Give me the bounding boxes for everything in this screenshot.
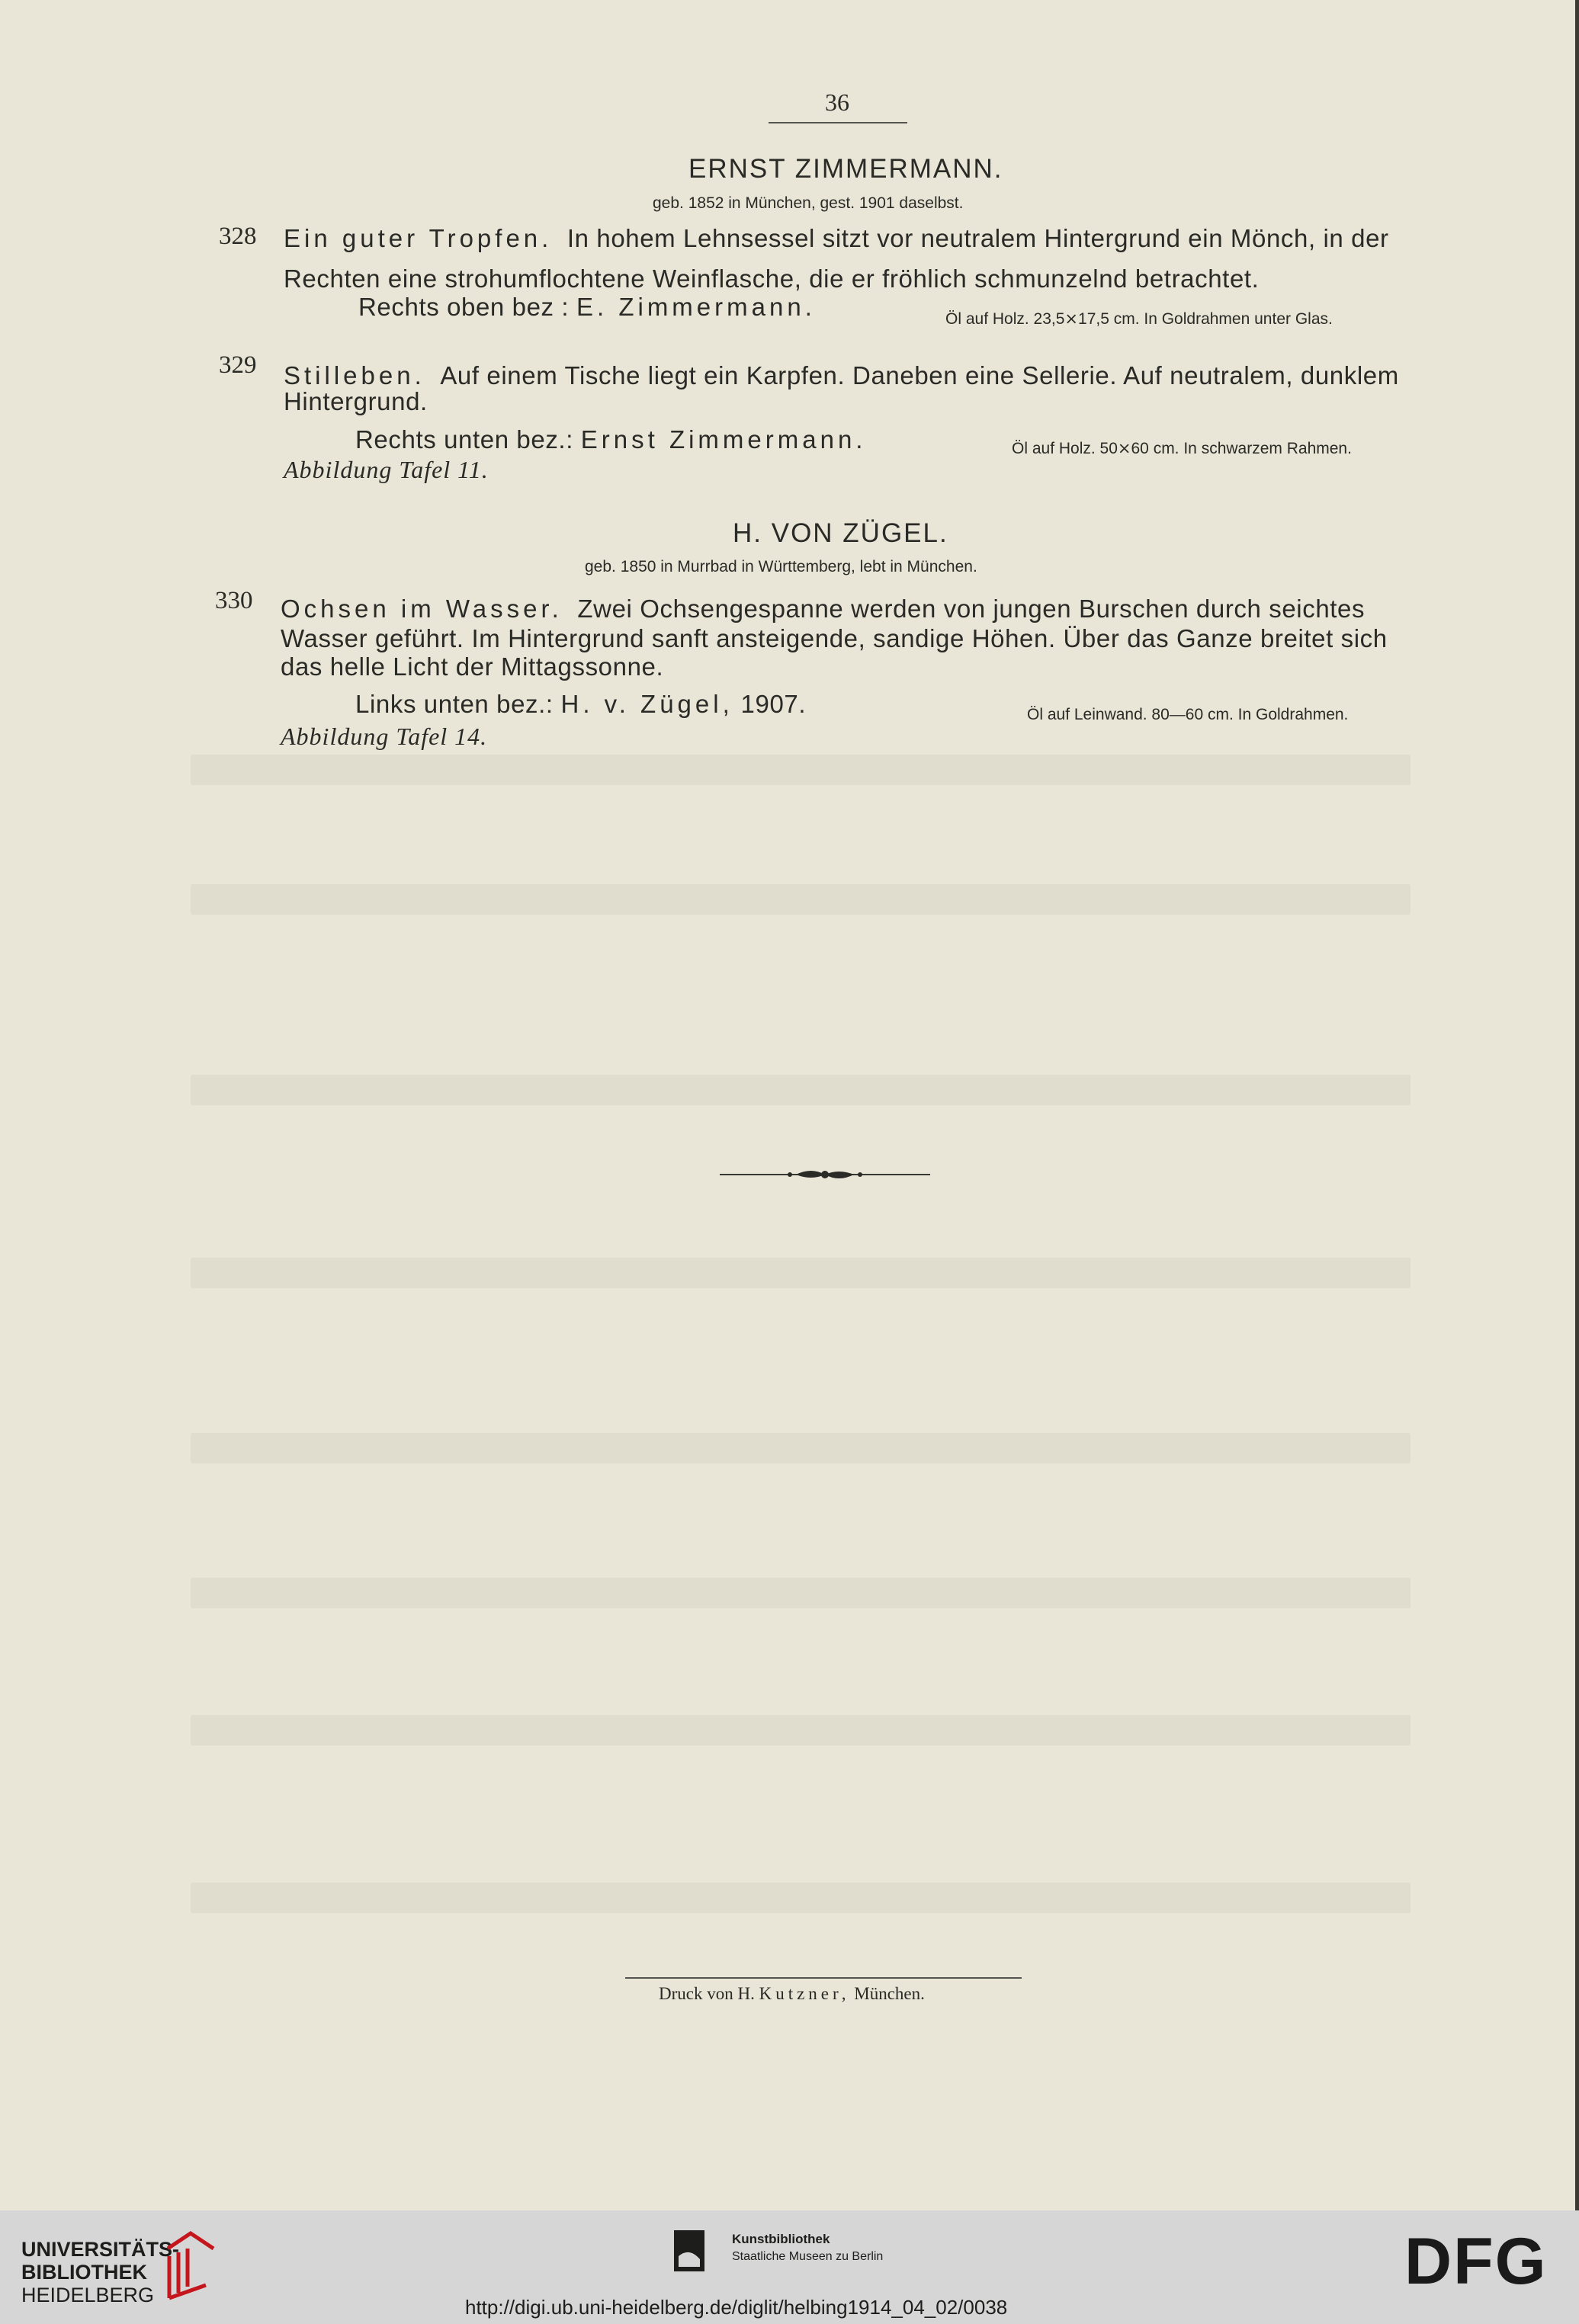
page-number: 36 bbox=[825, 88, 849, 116]
uni-logo-line2: BIBLIOTHEK bbox=[21, 2261, 147, 2284]
entry-number: 329 bbox=[219, 351, 257, 379]
entry-number: 330 bbox=[215, 587, 253, 614]
entry-text-line: Rechten eine strohumflochtene Weinflasche, die er fröhlich schmunzelnd betrachtet. bbox=[284, 264, 1260, 293]
illustration-reference: Abbildung Tafel 11. bbox=[284, 456, 489, 483]
printer-prefix: Druck von H. bbox=[659, 1984, 755, 2003]
digitization-footer bbox=[0, 2210, 1579, 2324]
entry-description: Zwei Ochsengespanne werden von jungen Burschen durch seichtes bbox=[577, 595, 1366, 623]
ornament-divider-icon bbox=[720, 1165, 930, 1184]
entry-text-line: das helle Licht der Mittagssonne. bbox=[281, 652, 664, 681]
signature-name: E. Zimmermann. bbox=[576, 293, 816, 321]
kunstbibliothek-title: Kunstbibliothek bbox=[732, 2232, 830, 2246]
artist-heading: ERNST ZIMMERMANN. bbox=[688, 154, 1003, 184]
entry-description: Auf einem Tische liegt ein Karpfen. Daneben eine Sellerie. Auf neutralem, dunklem bbox=[440, 361, 1399, 389]
entry-text-line bbox=[281, 595, 1365, 623]
uni-logo-line1: UNIVERSITÄTS- bbox=[21, 2238, 180, 2261]
kunstbibliothek-subtitle: Staatliche Museen zu Berlin bbox=[732, 2250, 884, 2263]
permalink-url[interactable]: http://digi.ub.uni-heidelberg.de/diglit/helbing1914_04_02/0038 bbox=[465, 2296, 1008, 2319]
signature-name: Ernst Zimmermann. bbox=[580, 425, 867, 454]
printer-name: Kutzner, bbox=[759, 1984, 850, 2003]
signature-name: H. v. Zügel, bbox=[560, 690, 733, 718]
entry-medium-size: Öl auf Leinwand. 80—60 cm. In Goldrahmen. bbox=[1027, 706, 1349, 723]
entry-medium-size: Öl auf Holz. 23,5⨯17,5 cm. In Goldrahmen unter Glas. bbox=[945, 310, 1333, 328]
dfg-logo: DFG bbox=[1404, 2225, 1548, 2298]
entry-number: 328 bbox=[219, 223, 257, 250]
printer-credit bbox=[659, 1984, 925, 2004]
bleed-through-ghost bbox=[191, 755, 1411, 785]
entry-signature bbox=[358, 293, 816, 322]
uni-heidelberg-emblem-icon bbox=[160, 2226, 221, 2302]
bleed-through-ghost bbox=[191, 1075, 1411, 1105]
entry-title: Stilleben. bbox=[284, 361, 425, 389]
bleed-through-ghost bbox=[191, 1578, 1411, 1608]
entry-text-line: Wasser geführt. Im Hintergrund sanft ansteigende, sandige Höhen. Über das Ganze breitet sich bbox=[281, 624, 1388, 652]
page-number-rule bbox=[769, 122, 907, 123]
printer-city: München. bbox=[854, 1984, 925, 2003]
artist-heading: H. VON ZÜGEL. bbox=[733, 518, 948, 548]
entry-description: In hohem Lehnsessel sitzt vor neutralem Hintergrund ein Mönch, in der bbox=[566, 224, 1389, 252]
page-edge bbox=[1575, 0, 1579, 2210]
signature-year: 1907. bbox=[740, 690, 807, 718]
signature-location: Rechts oben bez : bbox=[358, 293, 570, 321]
artist-bio: geb. 1852 in München, gest. 1901 daselbst. bbox=[653, 194, 964, 212]
entry-text-line: Hintergrund. bbox=[284, 387, 428, 415]
entry-title: Ein guter Tropfen. bbox=[284, 224, 553, 252]
illustration-reference: Abbildung Tafel 14. bbox=[281, 723, 488, 750]
bleed-through-ghost bbox=[191, 1433, 1411, 1463]
entry-text-line bbox=[284, 361, 1399, 390]
bleed-through-ghost bbox=[191, 1715, 1411, 1745]
bleed-through-ghost bbox=[191, 1883, 1411, 1913]
artist-bio: geb. 1850 in Murrbad in Württemberg, lebt in München. bbox=[585, 558, 977, 575]
entry-text-line bbox=[284, 224, 1389, 253]
kunstbibliothek-logo-icon bbox=[674, 2230, 704, 2271]
bleed-through-ghost bbox=[191, 1258, 1411, 1288]
signature-location: Rechts unten bez.: bbox=[355, 425, 573, 454]
printer-rule bbox=[625, 1977, 1022, 1979]
entry-signature bbox=[355, 690, 806, 719]
entry-signature bbox=[355, 425, 866, 454]
bleed-through-ghost bbox=[191, 884, 1411, 915]
entry-medium-size: Öl auf Holz. 50⨯60 cm. In schwarzem Rahmen. bbox=[1012, 440, 1352, 457]
uni-logo-line3: HEIDELBERG bbox=[21, 2284, 155, 2306]
entry-title: Ochsen im Wasser. bbox=[281, 595, 563, 623]
signature-location: Links unten bez.: bbox=[355, 690, 554, 718]
uni-heidelberg-logo-text bbox=[21, 2238, 179, 2306]
